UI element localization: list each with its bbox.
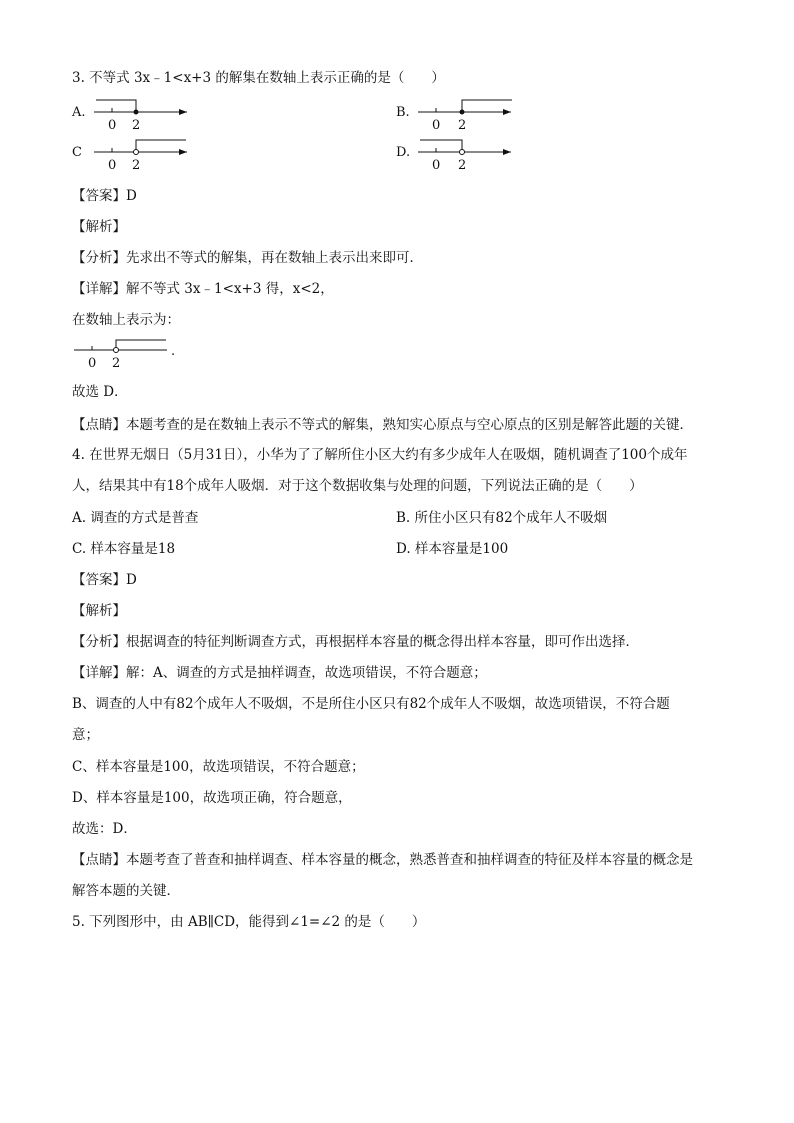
q4-xiangjie xyxy=(72,661,487,681)
tick-label-2: 2 xyxy=(458,118,467,133)
q4-option-b: B. 所住小区只有82个成年人不吸烟 xyxy=(396,510,608,526)
tick-label-0: 0 xyxy=(108,118,117,133)
q3-option-a-letter: A. xyxy=(72,105,86,120)
tick-label-2: 2 xyxy=(112,356,121,371)
q4-line-b1: B、调查的人中有82个成年人不吸烟，不是所住小区只有82个成年人不吸烟，故选项错误，不符合题 xyxy=(72,696,670,712)
q3-xiangjie xyxy=(72,277,334,297)
tick-label-0: 0 xyxy=(432,118,441,133)
q3-option-c-numberline xyxy=(92,136,192,182)
q3-stem: 3. 不等式 3x﹣1<x+3 的解集在数轴上表示正确的是（ ） xyxy=(72,70,445,86)
period: . xyxy=(171,344,176,359)
q4-option-c: C. 样本容量是18 xyxy=(72,541,176,557)
q4-stem-line2: 人，结果其中有18个成年人吸烟．对于这个数据收集与处理的问题，下列说法正确的是（ ） xyxy=(72,478,643,494)
q4-option-a: A. 调查的方式是普查 xyxy=(72,510,199,526)
q4-answer: 【答案】D xyxy=(72,572,137,588)
q3-option-d-numberline xyxy=(416,136,516,182)
fenxi-text: 先求出不等式的解集，再在数轴上表示出来即可． xyxy=(126,250,423,266)
dianjing-label: 【点睛】 xyxy=(72,852,126,868)
q3-fenxi xyxy=(72,246,423,266)
q3-answer-numberline xyxy=(72,336,182,376)
q3-option-d-letter: D. xyxy=(396,145,411,160)
q4-fenxi xyxy=(72,630,639,650)
dianjing-text: 本题考查的是在数轴上表示不等式的解集，熟知实心原点与空心原点的区别是解答此题的关键． xyxy=(126,417,693,433)
q3-dianjing xyxy=(72,413,693,433)
fenxi-label: 【分析】 xyxy=(72,634,126,650)
q4-option-d: D. 样本容量是100 xyxy=(396,541,509,557)
q4-choose: 故选：D． xyxy=(72,821,137,837)
tick-label-2: 2 xyxy=(132,158,141,173)
q4-dianjing xyxy=(72,848,693,868)
q4-analysis-title: 【解析】 xyxy=(72,603,126,619)
q4-dianjing-line2: 解答本题的关键． xyxy=(72,883,180,899)
tick-label-2: 2 xyxy=(458,158,467,173)
q4-line-d: D、样本容量是100，故选项正确，符合题意， xyxy=(72,790,352,806)
fenxi-label: 【分析】 xyxy=(72,250,126,266)
xiangjie-text: 解不等式 3x﹣1<x+3 得，x<2， xyxy=(126,281,334,297)
tick-label-0: 0 xyxy=(108,158,117,173)
tick-label-0: 0 xyxy=(88,356,97,371)
q3-choose: 故选 D． xyxy=(72,384,128,400)
q4-stem-line1: 4. 在世界无烟日（5月31日），小华为了了解所住小区大约有多少成年人在吸烟，随机调查了100个成年 xyxy=(72,447,688,463)
xiangjie-label: 【详解】 xyxy=(72,281,126,297)
fenxi-text: 根据调查的特征判断调查方式，再根据样本容量的概念得出样本容量，即可作出选择． xyxy=(126,634,639,650)
q3-option-c-letter: C xyxy=(72,145,82,160)
q3-answer: 【答案】D xyxy=(72,188,137,204)
tick-label-2: 2 xyxy=(132,118,141,133)
xiangjie-label: 【详解】 xyxy=(72,665,126,681)
q5-stem: 5. 下列图形中，由 AB∥CD，能得到∠1=∠2 的是（ ） xyxy=(72,914,426,930)
q3-show-on-line: 在数轴上表示为： xyxy=(72,312,180,328)
dianjing-text: 本题考查了普查和抽样调查、样本容量的概念，熟悉普查和抽样调查的特征及样本容量的概念是 xyxy=(126,852,693,868)
q3-analysis-title: 【解析】 xyxy=(72,219,126,235)
xiangjie-text: 解：A、调查的方式是抽样调查，故选项错误，不符合题意； xyxy=(126,665,487,681)
tick-label-0: 0 xyxy=(432,158,441,173)
dianjing-label: 【点睛】 xyxy=(72,417,126,433)
q3-option-b-letter: B. xyxy=(396,105,410,120)
q4-line-b2: 意； xyxy=(72,727,99,743)
q4-line-c: C、样本容量是100，故选项错误，不符合题意； xyxy=(72,759,365,775)
